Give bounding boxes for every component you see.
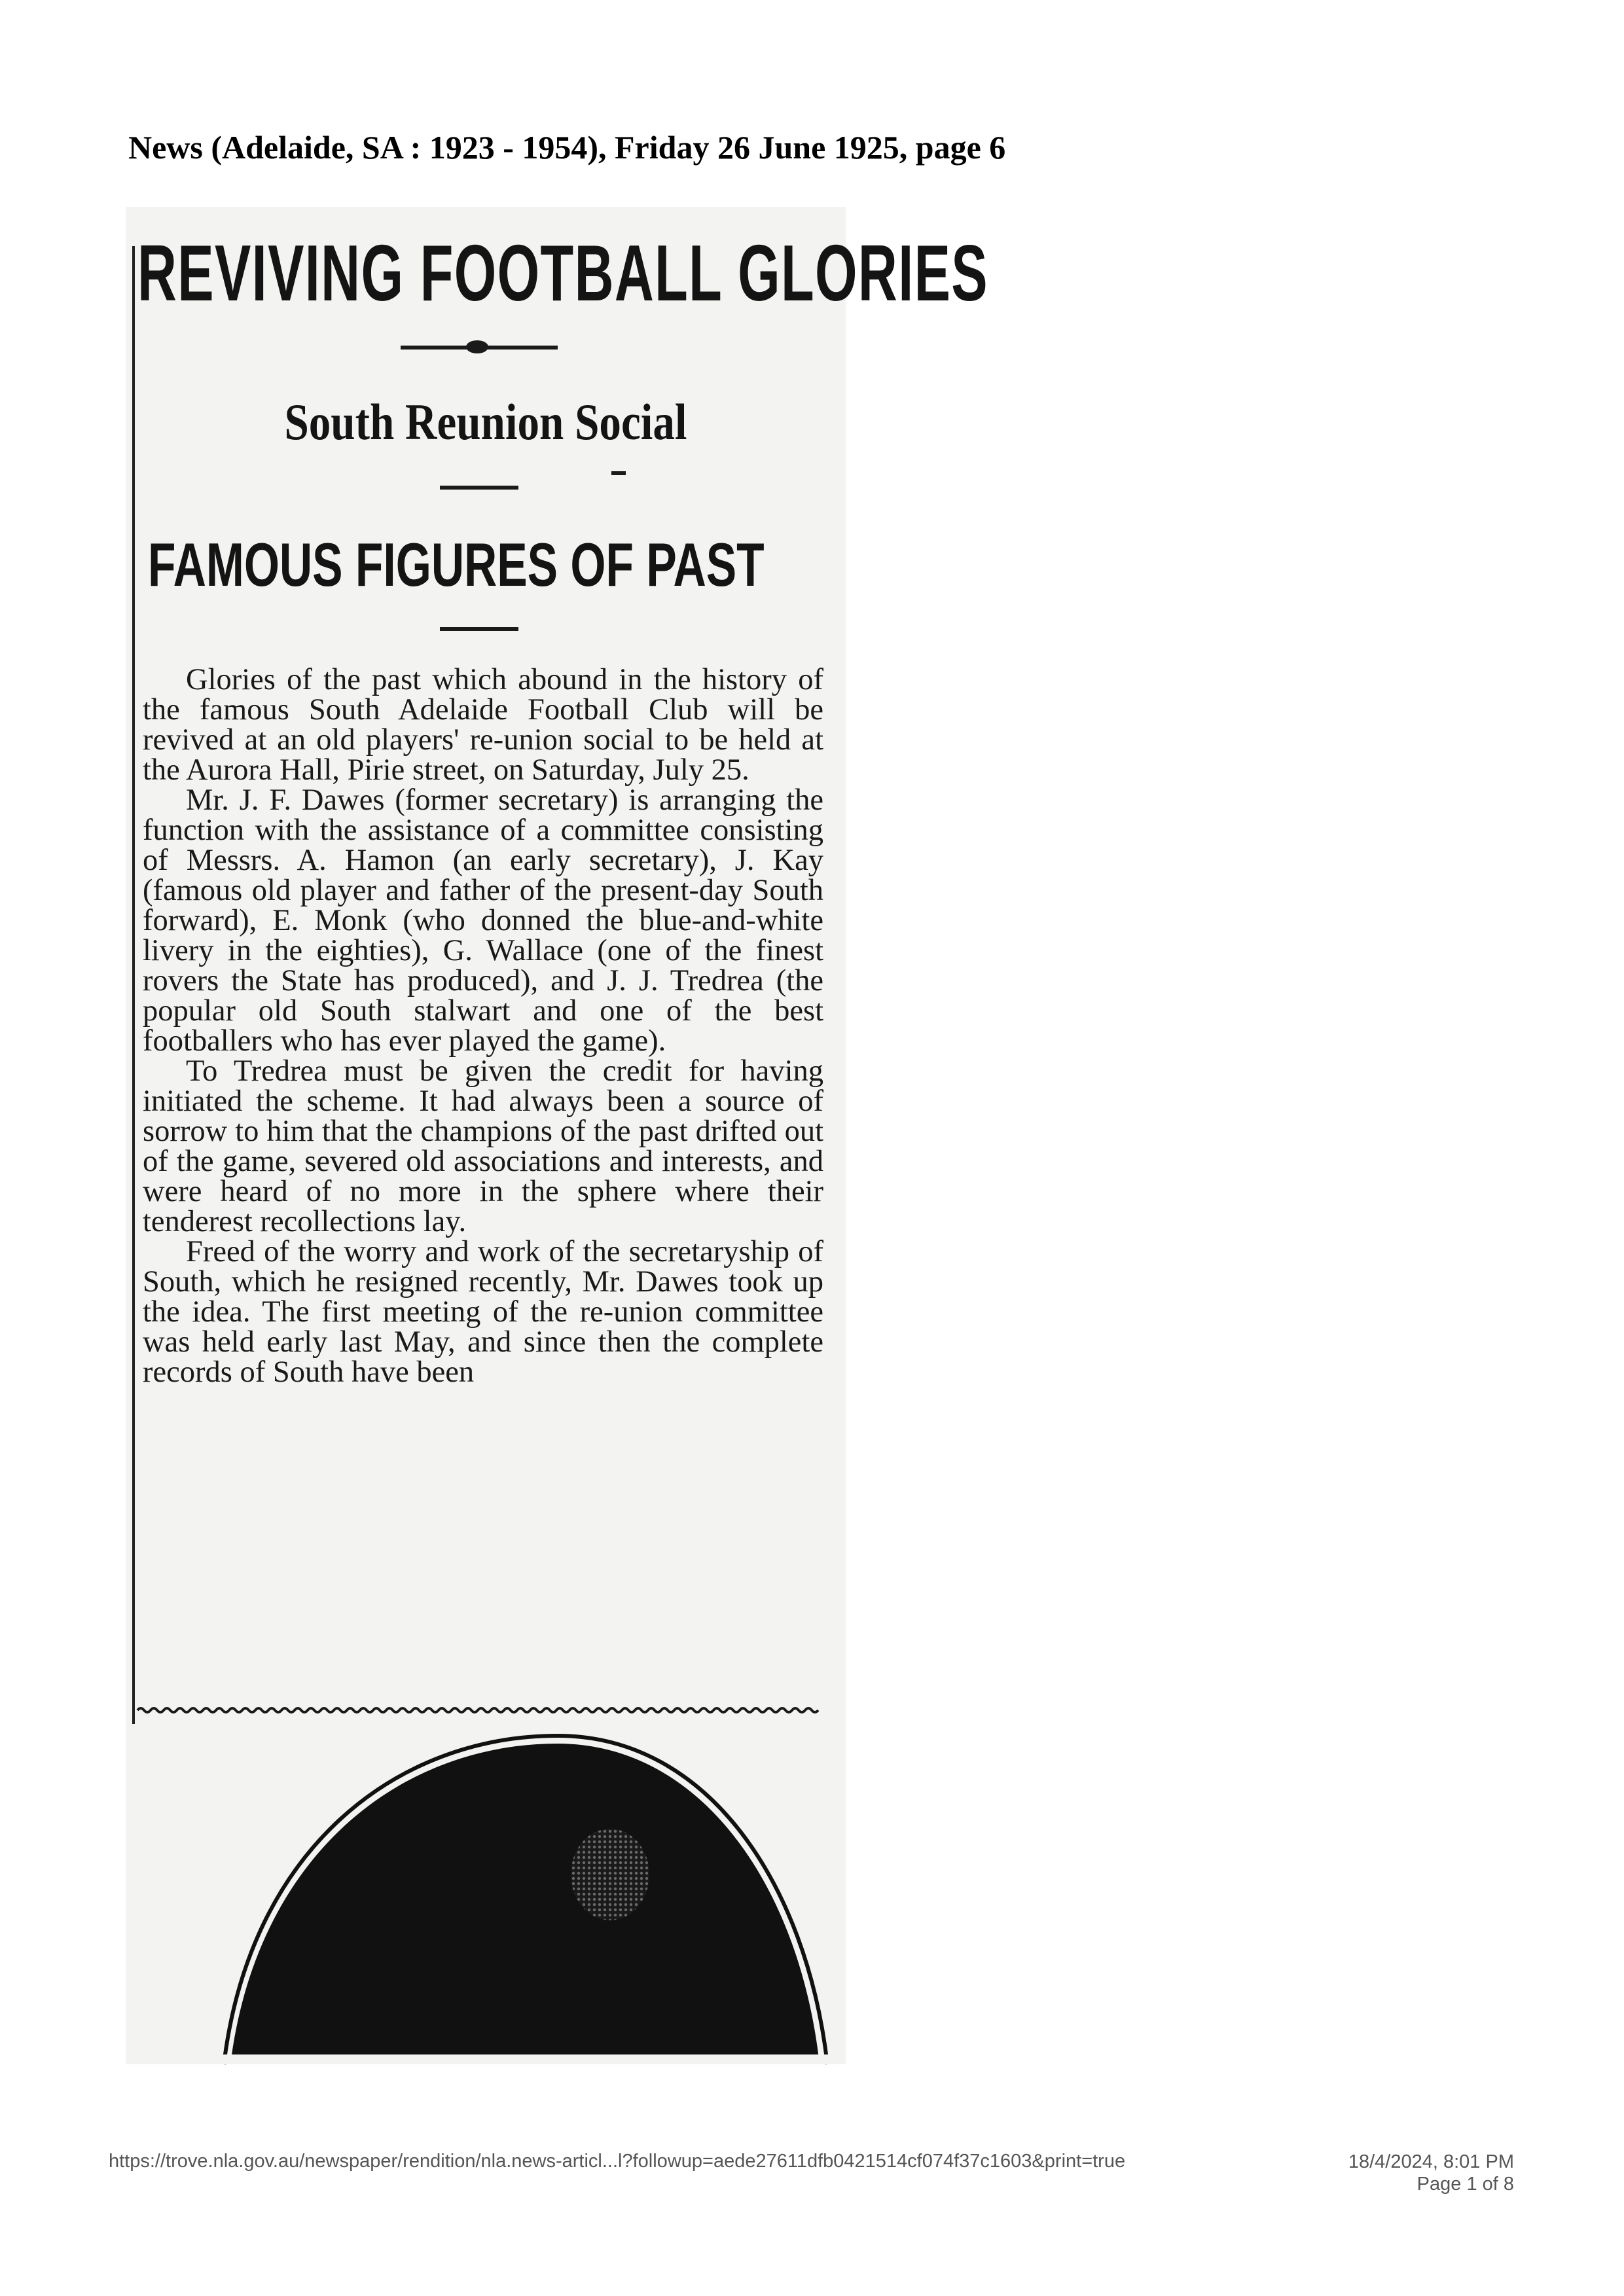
divider-rule: [440, 627, 518, 631]
footer-url: https://trove.nla.gov.au/newspaper/rendition/nla.news-articl...l?followup=aede27611dfb0421514cf074f37c1603&print=true: [109, 2151, 1126, 2172]
article-paragraph: To Tredrea must be given the credit for having initiated the scheme. It had always been a source of sorrow to him that the champions of the past drifted out of the game, severed old associations and interests, and were heard of no more in the sphere where their tenderest recollections lay.: [143, 1054, 823, 1238]
print-speck: [611, 471, 626, 475]
divider-rule: [440, 486, 518, 490]
section-heading: FAMOUS FIGURES OF PAST: [148, 530, 765, 599]
clipping-column-rule: [132, 246, 135, 1909]
newspaper-clipping: [126, 207, 989, 2059]
page-indicator: Page 1 of 8: [1416, 2174, 1514, 2195]
article-subheading: South Reunion Social: [284, 393, 687, 450]
article-headline: REVIVING FOOTBALL GLORIES: [137, 228, 989, 317]
page-title: News (Adelaide, SA : 1923 - 1954), Friday 26 June 1925, page 6: [128, 129, 1006, 166]
portrait-photo-fragment: [126, 1724, 846, 2064]
ornament-dot: [466, 340, 488, 353]
article-paragraph: Freed of the worry and work of the secretaryship of South, which he resigned recently, Mr. Dawes took up the idea. The first meeting of the re-union committee was held early last May, and since then the complete records of South have been: [143, 1235, 823, 1389]
article-paragraph: Mr. J. F. Dawes (former secretary) is arranging the function with the assistance of a committee consisting of Messrs. A. Hamon (an early secretary), J. Kay (famous old player and father of the present-day South forward), E. Monk (who donned the blue-and-white livery in the eighties), G. Wallace (one of the finest rovers the State has produced), and J. J. Tredrea (the popular old South stalwart and one of the best footballers who has ever played the game).: [143, 783, 823, 1058]
wavy-column-rule: [137, 1706, 818, 1715]
footer-datetime: 18/4/2024, 8:01 PM: [1348, 2151, 1514, 2172]
article-body: [143, 665, 823, 1388]
article-paragraph: Glories of the past which abound in the history of the famous South Adelaide Football Club will be revived at an old players' re-union social to be held at the Aurora Hall, Pirie street, on Saturday, July 25.: [143, 663, 823, 787]
footer-meta: [1348, 2151, 1514, 2195]
